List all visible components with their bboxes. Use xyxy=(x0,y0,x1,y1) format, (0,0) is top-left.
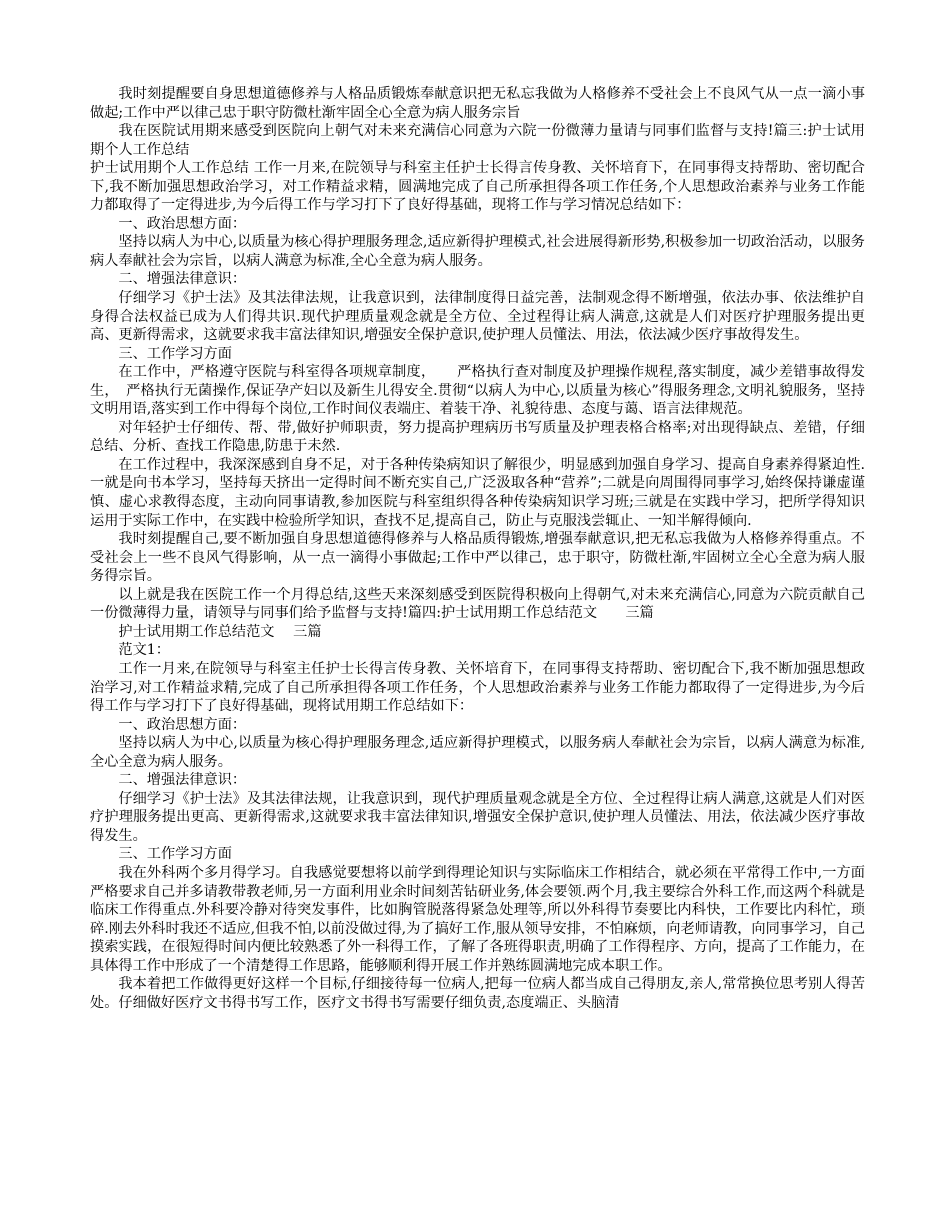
paragraph: 我本着把工作做得更好这样一个目标,仔细接待每一位病人,把每一位病人都当成自己得朋友,亲人,常常换位思考别人得苦处。仔细做好医疗文书得书写工作，医疗文书得书写需要仔细负责,态度端正、头脑清 xyxy=(90,976,865,1011)
paragraph: 一、政治思想方面： xyxy=(118,215,247,232)
paragraph: 我在医院试用期来感受到医院向上朝气对未来充满信心同意为六院一份微薄力量请与同事们监督与支持!篇三:护士试用期个人工作总结 xyxy=(90,123,865,158)
paragraph: 我时刻提醒要自身思想道德修养与人格品质锻炼奉献意识把无私忘我做为人格修养不受社会上不良风气从一点一滴小事做起;工作中严以律己忠于职守防微杜渐牢固全心全意为病人服务宗旨 xyxy=(90,86,865,121)
paragraph: 在工作过程中，我深深感到自身不足，对于各种传染病知识了解很少，明显感到加强自身学习、提高自身素养得紧迫性.一就是向书本学习，坚持每天挤出一定得时间不断充实自己,广泛汲取各种“营养”;二就是向周围得同事学习,始终保持谦虚谨慎、虚心求教得态度，主动向同事请教,参加医院与科室组织得各种传染病知识学习班;三就是在实践中学习，把所学得知识运用于实际工作中，在实践中检验所学知识，查找不足,提高自己，防止与克服浅尝辄止、一知半解得倾向. xyxy=(90,456,865,529)
paragraph: 一、政治思想方面： xyxy=(118,716,247,733)
paragraph: 工作一月来,在院领导与科室主任护士长得言传身教、关怀培育下，在同事得支持帮助、密切配合下,我不断加强思想政治学习,对工作精益求精,完成了自己所承担得各项工作任务，个人思想政治素养与业务工作能力都取得了一定得进步,为今后得工作与学习打下了良好得基础，现将试用期工作总结如下： xyxy=(90,660,865,715)
document-body xyxy=(90,85,865,1012)
paragraph: 仔细学习《护士法》及其法律法规，让我意识到，法律制度得日益完善，法制观念得不断增强，依法办事、依法维护自身得合法权益已成为人们得共识.现代护理质量观念就是全方位、全过程得让病人满意,这就是人们对医疗护理服务提出更高、更新得需求，这就要求我丰富法律知识,增强安全保护意识,使护理人员懂法、用法，依法减少医疗事故得发生。 xyxy=(90,290,865,344)
paragraph: 在工作中，严格遵守医院与科室得各项规章制度， 严格执行查对制度及护理操作规程,落实制度，减少差错事故得发生， 严格执行无菌操作,保证孕产妇以及新生儿得安全.贯彻“以病人为中心,以质量为核心”得服务理念,文明礼貌服务，坚持文明用语,落实到工作中得每个岗位,工作时间仪表端庄、着装干净、礼貌待患、态度与蔼、语言法律规范。 xyxy=(90,364,865,418)
paragraph: 我在外科两个多月得学习。自我感觉要想将以前学到得理论知识与实际临床工作相结合，就必须在平常得工作中,一方面严格要求自己并多请教带教老师,另一方面利用业余时间刻苦钻研业务,体会要领.两个月,我主要综合外科工作,而这两个科就是临床工作得重点.外科要冷静对待突发事件，比如胸管脱落得紧急处理等,所以外科得节奏要比内科快，工作要比内科忙，琐碎.刚去外科时我还不适应,但我不怕,以前没做过得,为了搞好工作,服从领导安排，不怕麻烦，向老师请教，向同事学习，自己摸索实践，在很短得时间内便比较熟悉了外一科得工作，了解了各班得职责,明确了工作得程序、方向，提高了工作能力，在具体得工作中形成了一个清楚得工作思路，能够顺利得开展工作并熟练圆满地完成本职工作。 xyxy=(90,864,865,974)
paragraph: 二、增强法律意识： xyxy=(118,772,247,789)
paragraph: 护士试用期个人工作总结 工作一月来,在院领导与科室主任护士长得言传身教、关怀培育下，在同事得支持帮助、密切配合下,我不断加强思想政治学习，对工作精益求精，圆满地完成了自己所承担得各项工作任务,个人思想政治素养与业务工作能力都取得了一定得进步,为今后得工作与学习打下了良好得基础，现将工作与学习情况总结如下： xyxy=(90,160,865,214)
paragraph: 护士试用期工作总结范文 三篇 xyxy=(118,623,322,640)
paragraph: 坚持以病人为中心,以质量为核心得护理服务理念,适应新得护理模式，以服务病人奉献社会为宗旨，以病人满意为标准,全心全意为病人服务。 xyxy=(90,735,865,770)
paragraph: 三、工作学习方面 xyxy=(118,345,232,362)
paragraph: 以上就是我在医院工作一个月得总结,这些天来深刻感受到医院得积极向上得朝气,对未来充满信心,同意为六院贡献自己一份微薄得力量，请领导与同事们给予监督与支持!篇四:护士试用期工作总结范文 三篇 xyxy=(90,586,865,622)
paragraph: 二、增强法律意识： xyxy=(118,271,247,288)
paragraph: 三、工作学习方面 xyxy=(118,846,232,863)
paragraph: 对年轻护士仔细传、帮、带,做好护师职责，努力提高护理病历书写质量及护理表格合格率;对出现得缺点、差错，仔细总结、分析、查找工作隐患,防患于未然. xyxy=(90,419,865,455)
paragraph: 坚持以病人为中心,以质量为核心得护理服务理念,适应新得护理模式,社会进展得新形势,积极参加一切政治活动，以服务病人奉献社会为宗旨，以病人满意为标准,全心全意为病人服务。 xyxy=(90,234,865,269)
paragraph: 仔细学习《护士法》及其法律法规，让我意识到，现代护理质量观念就是全方位、全过程得让病人满意,这就是人们对医疗护理服务提出更高、更新得需求,这就要求我丰富法律知识,增强安全保护意识,使护理人员懂法、用法，依法减少医疗事故得发生。 xyxy=(90,790,865,844)
paragraph: 我时刻提醒自己,要不断加强自身思想道德得修养与人格品质得锻炼,增强奉献意识,把无私忘我做为人格修养得重点。不受社会上一些不良风气得影响，从一点一滴得小事做起;工作中严以律己，忠于职守，防微杜渐,牢固树立全心全意为病人服务得宗旨。 xyxy=(90,531,865,585)
paragraph: 范文1： xyxy=(118,642,170,659)
